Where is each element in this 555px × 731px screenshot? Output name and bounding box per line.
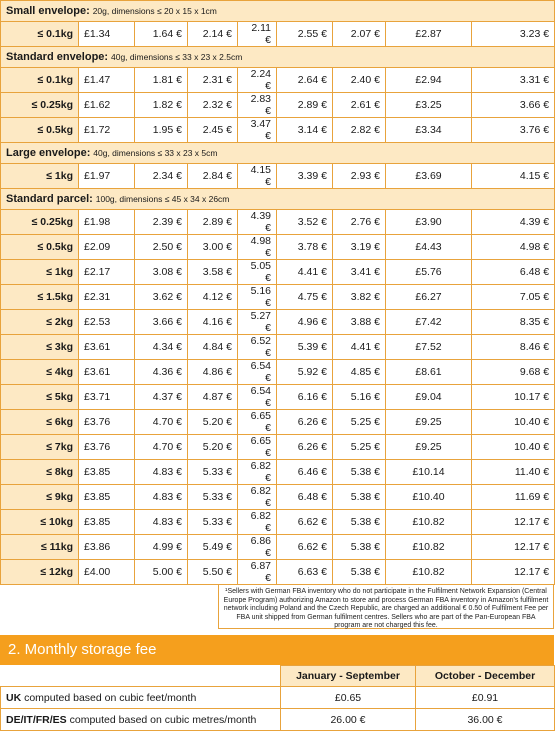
fee-cell: 7.05 € — [472, 285, 555, 310]
fee-cell: 5.49 € — [188, 535, 238, 560]
fee-cell: 3.19 € — [333, 235, 386, 260]
fee-cell: 3.82 € — [333, 285, 386, 310]
fee-cell: 4.83 € — [135, 510, 188, 535]
fee-cell: £9.25 — [386, 435, 472, 460]
weight-cell: ≤ 5kg — [1, 385, 79, 410]
fee-cell: £2.87 — [386, 22, 472, 47]
fee-cell: 8.46 € — [472, 335, 555, 360]
weight-cell: ≤ 10kg — [1, 510, 79, 535]
fee-cell: £7.42 — [386, 310, 472, 335]
fee-cell: 4.70 € — [135, 410, 188, 435]
fee-cell: 4.34 € — [135, 335, 188, 360]
fee-cell: 12.17 € — [472, 510, 555, 535]
fee-cell: 4.16 € — [188, 310, 238, 335]
fee-cell: £3.76 — [79, 435, 135, 460]
fee-cell: £2.09 — [79, 235, 135, 260]
fee-cell: 4.15 € — [472, 164, 555, 189]
fee-cell: 10.17 € — [472, 385, 555, 410]
section-header — [1, 47, 555, 68]
fee-cell: £3.86 — [79, 535, 135, 560]
fee-cell: 4.84 € — [188, 335, 238, 360]
fee-cell: 4.39 € — [472, 210, 555, 235]
fee-cell: 2.76 € — [333, 210, 386, 235]
fee-cell: 4.83 € — [135, 460, 188, 485]
fee-cell: £9.25 — [386, 410, 472, 435]
fee-cell: 6.82 € — [238, 485, 277, 510]
fee-row — [1, 210, 555, 235]
fee-cell: 2.11 € — [238, 22, 277, 47]
fee-cell: 5.38 € — [333, 485, 386, 510]
fee-row — [1, 460, 555, 485]
fee-cell: £3.61 — [79, 335, 135, 360]
weight-cell: ≤ 6kg — [1, 410, 79, 435]
storage-fee-table — [0, 665, 555, 731]
fee-cell: 2.93 € — [333, 164, 386, 189]
fee-cell: 1.81 € — [135, 68, 188, 93]
fee-row — [1, 235, 555, 260]
fee-cell: £10.14 — [386, 460, 472, 485]
section-header — [1, 1, 555, 22]
fee-cell: 5.33 € — [188, 460, 238, 485]
fee-cell: 2.45 € — [188, 118, 238, 143]
fee-cell: £2.94 — [386, 68, 472, 93]
fee-cell: 11.40 € — [472, 460, 555, 485]
fee-cell: 6.62 € — [277, 510, 333, 535]
fee-cell: 5.16 € — [333, 385, 386, 410]
fee-cell: 4.15 € — [238, 164, 277, 189]
fee-cell: 6.65 € — [238, 435, 277, 460]
fee-cell: 4.85 € — [333, 360, 386, 385]
fee-cell: 5.38 € — [333, 535, 386, 560]
fee-row — [1, 485, 555, 510]
fee-row — [1, 310, 555, 335]
fee-cell: 5.16 € — [238, 285, 277, 310]
fee-cell: £9.04 — [386, 385, 472, 410]
fee-cell: 6.46 € — [277, 460, 333, 485]
fee-cell: 1.64 € — [135, 22, 188, 47]
fee-cell: 3.31 € — [472, 68, 555, 93]
storage-row-label — [1, 709, 281, 731]
weight-cell: ≤ 4kg — [1, 360, 79, 385]
fee-cell: 3.88 € — [333, 310, 386, 335]
fee-cell: 6.82 € — [238, 460, 277, 485]
fee-cell: £10.82 — [386, 535, 472, 560]
weight-cell: ≤ 1kg — [1, 164, 79, 189]
storage-fee-jan-sep: £0.65 — [281, 687, 416, 709]
fee-row — [1, 435, 555, 460]
fee-cell: 2.89 € — [188, 210, 238, 235]
section-header-row — [1, 47, 555, 68]
fee-cell: 2.40 € — [333, 68, 386, 93]
fee-row — [1, 510, 555, 535]
fee-cell: 4.75 € — [277, 285, 333, 310]
weight-cell: ≤ 1.5kg — [1, 285, 79, 310]
fee-cell: 4.98 € — [238, 235, 277, 260]
fee-cell: 10.40 € — [472, 435, 555, 460]
fee-cell: 3.14 € — [277, 118, 333, 143]
fee-cell: 5.38 € — [333, 560, 386, 585]
fee-cell: 2.55 € — [277, 22, 333, 47]
fee-row — [1, 385, 555, 410]
fee-cell: 4.39 € — [238, 210, 277, 235]
fee-cell: £1.72 — [79, 118, 135, 143]
fee-row — [1, 93, 555, 118]
storage-row-label — [1, 687, 281, 709]
fee-cell: 5.20 € — [188, 410, 238, 435]
fee-cell: 3.00 € — [188, 235, 238, 260]
storage-header-blank — [1, 666, 281, 687]
fee-cell: £3.69 — [386, 164, 472, 189]
fee-cell: 4.12 € — [188, 285, 238, 310]
fee-cell: £1.34 — [79, 22, 135, 47]
fee-table-body — [1, 1, 555, 585]
fee-cell: £10.82 — [386, 560, 472, 585]
storage-row-eu — [1, 709, 555, 731]
fee-cell: 11.69 € — [472, 485, 555, 510]
fee-cell: 3.78 € — [277, 235, 333, 260]
fee-row — [1, 285, 555, 310]
fee-cell: 3.52 € — [277, 210, 333, 235]
section-header — [1, 143, 555, 164]
fee-cell: 5.27 € — [238, 310, 277, 335]
fee-cell: 6.54 € — [238, 385, 277, 410]
weight-cell: ≤ 7kg — [1, 435, 79, 460]
fee-cell: 5.20 € — [188, 435, 238, 460]
section-details: 20g, dimensions ≤ 20 x 15 x 1cm — [92, 6, 217, 16]
fee-cell: £3.25 — [386, 93, 472, 118]
weight-cell: ≤ 0.1kg — [1, 68, 79, 93]
storage-section-heading: 2. Monthly storage fee — [0, 635, 554, 665]
fee-cell: £7.52 — [386, 335, 472, 360]
fee-cell: 5.92 € — [277, 360, 333, 385]
section-details: 40g, dimensions ≤ 33 x 23 x 2.5cm — [111, 52, 243, 62]
storage-row-uk — [1, 687, 555, 709]
fee-cell: £3.61 — [79, 360, 135, 385]
fee-cell: 5.25 € — [333, 435, 386, 460]
fee-cell: 1.95 € — [135, 118, 188, 143]
fee-cell: 3.47 € — [238, 118, 277, 143]
fee-cell: 2.07 € — [333, 22, 386, 47]
fee-cell: 6.52 € — [238, 335, 277, 360]
fee-cell: 2.64 € — [277, 68, 333, 93]
fee-cell: 3.08 € — [135, 260, 188, 285]
fee-cell: £10.82 — [386, 510, 472, 535]
fee-cell: £2.17 — [79, 260, 135, 285]
fee-cell: £1.47 — [79, 68, 135, 93]
fee-cell: 4.41 € — [277, 260, 333, 285]
fee-cell: £1.62 — [79, 93, 135, 118]
fee-cell: 2.89 € — [277, 93, 333, 118]
fee-row — [1, 560, 555, 585]
fee-cell: 3.76 € — [472, 118, 555, 143]
fee-cell: 2.83 € — [238, 93, 277, 118]
fee-cell: 4.87 € — [188, 385, 238, 410]
section-title: Standard parcel: — [6, 193, 93, 205]
fee-cell: 6.48 € — [277, 485, 333, 510]
section-details: 100g, dimensions ≤ 45 x 34 x 26cm — [95, 194, 230, 204]
col-header-jan-sep: January - September — [281, 666, 416, 687]
fee-cell: £10.40 — [386, 485, 472, 510]
storage-fee-oct-dec: 36.00 € — [416, 709, 555, 731]
fee-row — [1, 360, 555, 385]
fee-cell: 5.39 € — [277, 335, 333, 360]
fee-cell: 2.84 € — [188, 164, 238, 189]
fee-cell: 3.58 € — [188, 260, 238, 285]
fee-cell: £3.76 — [79, 410, 135, 435]
fee-cell: £3.90 — [386, 210, 472, 235]
fee-cell: £2.31 — [79, 285, 135, 310]
fee-cell: 2.24 € — [238, 68, 277, 93]
fee-cell: 2.34 € — [135, 164, 188, 189]
region-name: DE/IT/FR/ES — [6, 713, 67, 726]
fee-cell: £3.34 — [386, 118, 472, 143]
section-header-row — [1, 189, 555, 210]
fee-cell: £2.53 — [79, 310, 135, 335]
fee-cell: 4.86 € — [188, 360, 238, 385]
fee-cell: 3.66 € — [135, 310, 188, 335]
fee-cell: 3.23 € — [472, 22, 555, 47]
weight-cell: ≤ 0.25kg — [1, 93, 79, 118]
region-desc: computed based on cubic metres/month — [69, 713, 257, 726]
fee-cell: 4.98 € — [472, 235, 555, 260]
fee-cell: 4.96 € — [277, 310, 333, 335]
region-name: UK — [6, 691, 22, 704]
section-title: Small envelope: — [6, 5, 90, 17]
section-title: Large envelope: — [6, 147, 91, 159]
storage-fee-jan-sep: 26.00 € — [281, 709, 416, 731]
footnote: ¹Sellers with German FBA inventory who do not participate in the Fulfilment Network Expansion (Central Europe Program) authorizing Amazon to store and process German FBA inventory in Amazon's fulfilment network including Poland and the Czech Republic, are charged an additional € 0.50 of Fulfilment Fee per FBA unit shipped from German fulfilment centres. Sellers who are part of the Pan-European FBA program are not charged this fee. — [218, 585, 554, 629]
fee-cell: 6.86 € — [238, 535, 277, 560]
fee-cell: £1.98 — [79, 210, 135, 235]
fee-cell: 5.05 € — [238, 260, 277, 285]
fee-cell: £8.61 — [386, 360, 472, 385]
fee-cell: 8.35 € — [472, 310, 555, 335]
col-header-oct-dec: October - December — [416, 666, 555, 687]
fee-cell: £6.27 — [386, 285, 472, 310]
weight-cell: ≤ 12kg — [1, 560, 79, 585]
section-header-row — [1, 1, 555, 22]
fee-row — [1, 535, 555, 560]
storage-header-row — [1, 666, 555, 687]
fee-cell: 2.31 € — [188, 68, 238, 93]
fee-cell: 2.14 € — [188, 22, 238, 47]
fee-cell: £4.43 — [386, 235, 472, 260]
fee-row — [1, 335, 555, 360]
fee-row — [1, 68, 555, 93]
fee-cell: 5.00 € — [135, 560, 188, 585]
weight-cell: ≤ 9kg — [1, 485, 79, 510]
fee-cell: 12.17 € — [472, 535, 555, 560]
fee-cell: £3.85 — [79, 460, 135, 485]
weight-cell: ≤ 1kg — [1, 260, 79, 285]
fee-cell: 2.82 € — [333, 118, 386, 143]
fee-cell: £3.71 — [79, 385, 135, 410]
fee-cell: 4.37 € — [135, 385, 188, 410]
fee-cell: 3.39 € — [277, 164, 333, 189]
section-details: 40g, dimensions ≤ 33 x 23 x 5cm — [93, 148, 218, 158]
fee-cell: 5.38 € — [333, 510, 386, 535]
fee-cell: £4.00 — [79, 560, 135, 585]
weight-cell: ≤ 0.1kg — [1, 22, 79, 47]
fee-cell: £3.85 — [79, 485, 135, 510]
fee-cell: 6.65 € — [238, 410, 277, 435]
weight-cell: ≤ 8kg — [1, 460, 79, 485]
fee-row — [1, 22, 555, 47]
fee-row — [1, 164, 555, 189]
fee-cell: 2.50 € — [135, 235, 188, 260]
fee-cell: 3.62 € — [135, 285, 188, 310]
fee-cell: 6.26 € — [277, 435, 333, 460]
fee-cell: 6.87 € — [238, 560, 277, 585]
fee-cell: 5.38 € — [333, 460, 386, 485]
fee-row — [1, 410, 555, 435]
fee-cell: 4.70 € — [135, 435, 188, 460]
fee-cell: 3.41 € — [333, 260, 386, 285]
section-header — [1, 189, 555, 210]
storage-fee-oct-dec: £0.91 — [416, 687, 555, 709]
fee-cell: 5.50 € — [188, 560, 238, 585]
fee-row — [1, 118, 555, 143]
region-desc: computed based on cubic feet/month — [24, 691, 197, 704]
fee-cell: 1.82 € — [135, 93, 188, 118]
fee-row — [1, 260, 555, 285]
fee-cell: 5.25 € — [333, 410, 386, 435]
weight-cell: ≤ 0.5kg — [1, 118, 79, 143]
weight-cell: ≤ 0.5kg — [1, 235, 79, 260]
fee-cell: 5.33 € — [188, 510, 238, 535]
fee-cell: 5.33 € — [188, 485, 238, 510]
fee-cell: 6.26 € — [277, 410, 333, 435]
fee-cell: 4.99 € — [135, 535, 188, 560]
fee-cell: 2.61 € — [333, 93, 386, 118]
fee-cell: £5.76 — [386, 260, 472, 285]
fee-cell: 12.17 € — [472, 560, 555, 585]
fee-cell: 9.68 € — [472, 360, 555, 385]
fee-cell: 2.39 € — [135, 210, 188, 235]
fee-cell: 6.82 € — [238, 510, 277, 535]
weight-cell: ≤ 11kg — [1, 535, 79, 560]
fee-cell: 2.32 € — [188, 93, 238, 118]
fee-cell: 4.41 € — [333, 335, 386, 360]
fee-cell: 6.54 € — [238, 360, 277, 385]
fee-cell: 6.16 € — [277, 385, 333, 410]
fee-cell: 10.40 € — [472, 410, 555, 435]
fee-cell: 4.36 € — [135, 360, 188, 385]
fee-cell: 6.63 € — [277, 560, 333, 585]
section-header-row — [1, 143, 555, 164]
section-title: Standard envelope: — [6, 51, 109, 63]
fee-cell: 3.66 € — [472, 93, 555, 118]
weight-cell: ≤ 0.25kg — [1, 210, 79, 235]
fee-cell: 6.62 € — [277, 535, 333, 560]
weight-cell: ≤ 3kg — [1, 335, 79, 360]
fee-cell: 4.83 € — [135, 485, 188, 510]
fee-cell: £1.97 — [79, 164, 135, 189]
weight-cell: ≤ 2kg — [1, 310, 79, 335]
fee-cell: £3.85 — [79, 510, 135, 535]
fee-cell: 6.48 € — [472, 260, 555, 285]
